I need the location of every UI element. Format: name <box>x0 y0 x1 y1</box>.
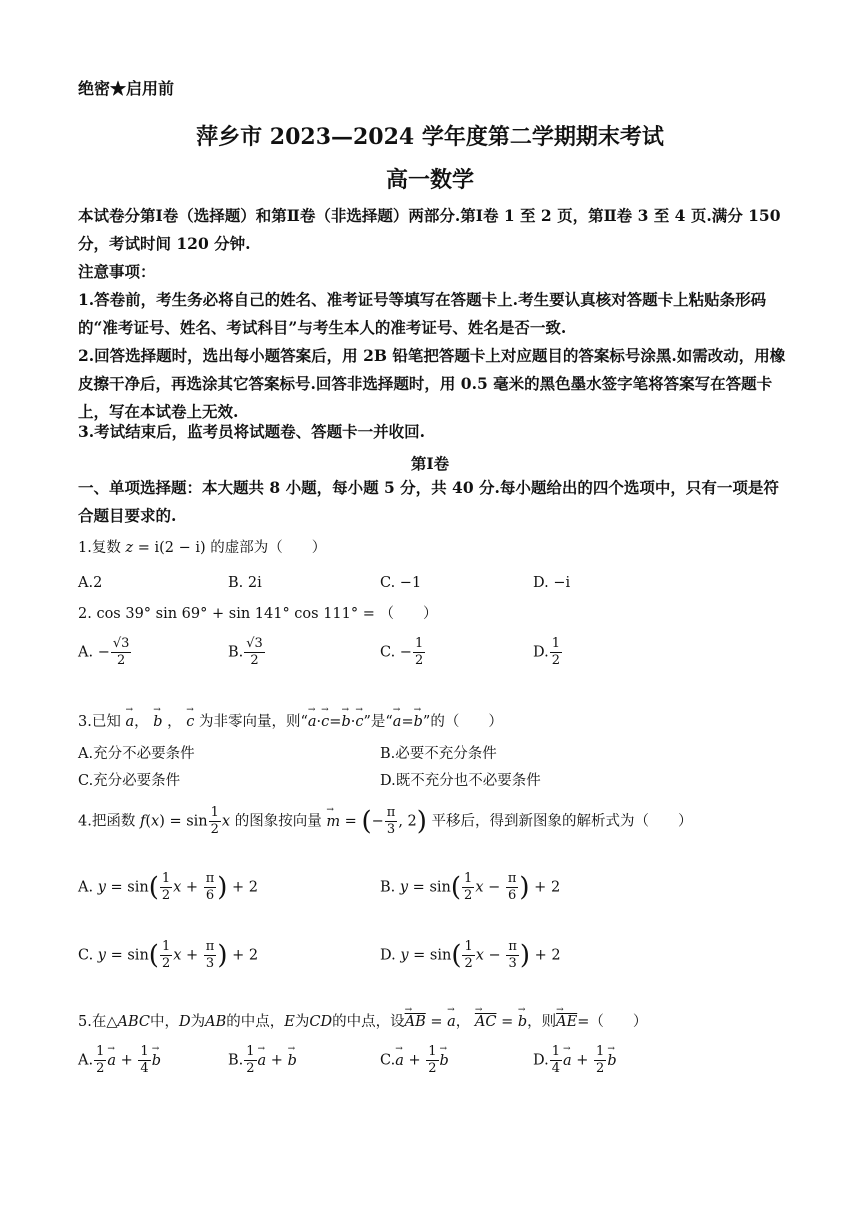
q2-option-d: D. $\frac{1}{2}$ <box>533 636 560 668</box>
note-3: 3.考试结束后，监考员将试题卷、答题卡一并收回. <box>78 422 426 441</box>
q2-option-b: B. $\frac{√3}{2}$ <box>228 636 263 668</box>
part-one-heading: 一、单项选择题：本大题共 8 小题，每小题 5 分，共 40 分.每小题给出的四个选项中，只有一项是符合题目要求的. <box>78 478 779 525</box>
note-2: 2.回答选择题时，选出每小题答案后，用 2B 铅笔把答题卡上对应题目的答案标号涂黑.如需改动，用橡皮擦干净后，再选涂其它答案标号.回答非选择题时，用 0.5 毫米的黑色墨水签字笔将答案写在答题卡上，写在本试卷上无效. <box>78 346 786 421</box>
exam-subject: 高一数学 <box>385 167 474 193</box>
q1-option-a: A.2 <box>78 575 103 591</box>
q4-option-d: D. y = sin( $\frac{1}{2}$ x − $\frac{\pi}{3}$ ) + 2 <box>380 939 561 971</box>
question-1: 1.复数 z = i(2 − i) 的虚部为（ ） <box>78 540 327 556</box>
notes-title: 注意事项： <box>78 262 156 281</box>
q2-option-a: A. − $\frac{√3}{2}$ <box>78 636 130 668</box>
q5-option-a: A. $\frac{1}{2}$ → a + $\frac{1}{4}$ → b <box>78 1045 161 1076</box>
question-4: 4.把函数 f(x) = sin $\frac{1}{2}$ x 的图象按向量 → m = (− $\frac{\pi}{3}$ , 2) 平移后，得到新图象的解析式为（ ） <box>78 806 693 837</box>
q3-option-c: C.充分必要条件 <box>78 773 181 789</box>
exam-title: 萍乡市 2023—2024 学年度第二学期期末考试 <box>196 124 664 150</box>
q4-option-b: B. y = sin( $\frac{1}{2}$ x − $\frac{\pi}{6}$ ) + 2 <box>380 871 561 903</box>
q5-option-b: B. $\frac{1}{2}$ → a + → b <box>228 1045 297 1076</box>
q4-option-a: A. y = sin( $\frac{1}{2}$ x + $\frac{\pi}{6}$ ) + 2 <box>78 871 258 903</box>
q3-option-d: D.既不充分也不必要条件 <box>380 773 541 789</box>
question-3: 3.已知 → a， → b ， → c 为非零向量，则“→ a·→ c=→ b·→ c”是“→ a=→ b”的（ ） <box>78 710 503 731</box>
q3-option-a: A.充分不必要条件 <box>78 746 195 762</box>
q2-option-c: C. − $\frac{1}{2}$ <box>380 636 424 668</box>
section-title: 第Ⅰ卷 <box>410 454 450 473</box>
note-1: 1.答卷前，考生务必将自己的姓名、准考证号等填写在答题卡上.考生要认真核对答题卡上粘贴条形码的“准考证号、姓名、考试科目”与考生本人的准考证号、姓名是否一致. <box>78 290 767 337</box>
question-2: 2. cos 39° sin 69° + sin 141° cos 111° = （ ） <box>78 606 438 622</box>
q1-option-c: C. −1 <box>380 575 422 591</box>
confidential-label: 绝密★启用前 <box>78 79 175 98</box>
q5-option-d: D. $\frac{1}{4}$ → a + $\frac{1}{2}$ → b <box>533 1045 617 1076</box>
q1-option-b: B. 2i <box>228 575 262 591</box>
q4-option-c: C. y = sin( $\frac{1}{2}$ x + $\frac{\pi}{3}$ ) + 2 <box>78 939 259 971</box>
question-5: 5.在△ABC中，D为AB的中点，E为CD的中点，设→ $\overline{AB}$ = → a， → $\overline{AC}$ = → b，则→ $\overline{AE}=$（ ） <box>78 1010 647 1031</box>
q3-option-b: B.必要不充分条件 <box>380 746 497 762</box>
intro-paragraph: 本试卷分第Ⅰ卷（选择题）和第Ⅱ卷（非选择题）两部分.第Ⅰ卷 1 至 2 页，第Ⅱ卷 3 至 4 页.满分 150 分，考试时间 120 分钟. <box>78 206 781 253</box>
q1-option-d: D. −i <box>533 575 571 591</box>
q5-option-c: C.→ a + $\frac{1}{2}$ → b <box>380 1045 449 1076</box>
